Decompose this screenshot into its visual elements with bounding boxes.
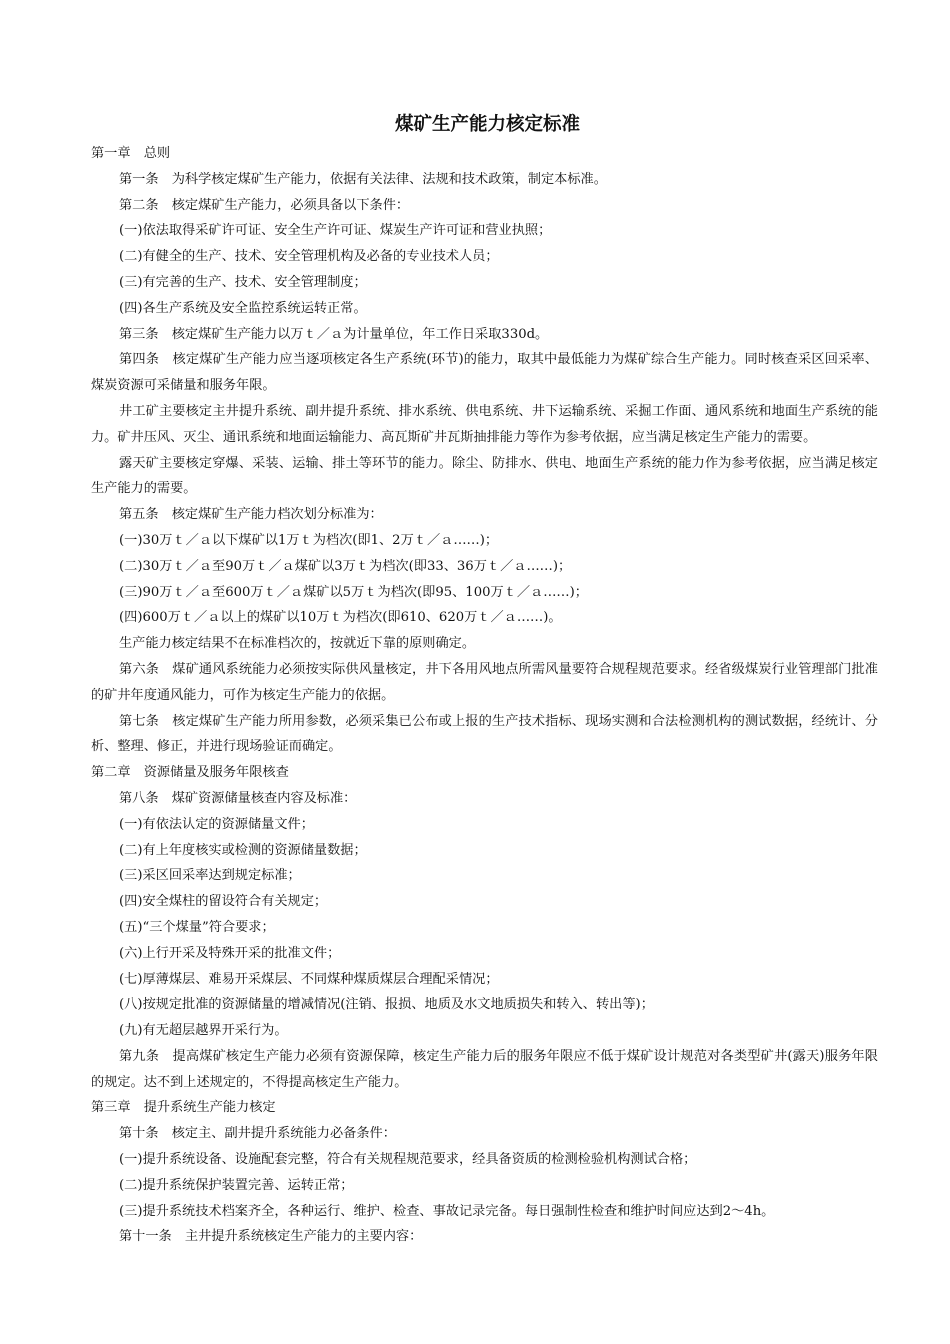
paragraph: (四)各生产系统及安全监控系统运转正常。 [119,300,367,316]
paragraph: (五)“三个煤量”符合要求； [119,919,275,935]
chapter-heading: 第二章 资源储量及服务年限核查 [91,765,289,781]
paragraph: 第五条 核定煤矿生产能力档次划分标准为： [119,507,383,523]
paragraph: (一)依法取得采矿许可证、安全生产许可证、煤炭生产许可证和营业执照； [119,223,552,239]
document-title: 煤矿生产能力核定标准 [394,114,580,135]
paragraph: 第十条 核定主、副井提升系统能力必备条件： [119,1126,396,1142]
paragraph: (七)厚薄煤层、难易开采煤层、不同煤种煤质煤层合理配采情况； [119,971,499,987]
paragraph: (四)安全煤柱的留设符合有关规定； [119,894,328,910]
paragraph: (二)30万ｔ／ａ至90万ｔ／ａ煤矿以3万ｔ为档次(即33、36万ｔ／ａ……)； [119,558,572,574]
paragraph: (二)有健全的生产、技术、安全管理机构及必备的专业技术人员； [119,249,499,265]
paragraph: (一)有依法认定的资源储量文件； [119,816,314,832]
document-body [91,141,878,1250]
paragraph: (三)90万ｔ／ａ至600万ｔ／ａ煤矿以5万ｔ为档次(即95、100万ｔ／ａ……)； [119,584,588,600]
paragraph: (一)提升系统设备、设施配套完整，符合有关规程规范要求，经具备资质的检测检验机构测试合格； [119,1152,697,1168]
paragraph: (二)提升系统保护装置完善、运转正常； [119,1177,354,1193]
paragraph: 露天矿主要核定穿爆、采装、运输、排土等环节的能力。除尘、防排水、供电、地面生产系统的能力作为参考依据，应当满足核定生产能力的需要。 [91,455,878,497]
paragraph: (九)有无超层越界开采行为。 [119,1023,288,1039]
paragraph: 第六条 煤矿通风系统能力必须按实际供风量核定，井下各用风地点所需风量要符合规程规范要求。经省级煤炭行业管理部门批准的矿井年度通风能力，可作为核定生产能力的依据。 [91,661,878,703]
paragraph: (八)按规定批准的资源储量的增减情况(注销、报损、地质及水文地质损失和转入、转出等)； [119,997,654,1013]
paragraph: (二)有上年度核实或检测的资源储量数据； [119,842,367,858]
paragraph: (三)有完善的生产、技术、安全管理制度； [119,274,367,290]
paragraph: 第七条 核定煤矿生产能力所用参数，必须采集已公布或上报的生产技术指标、现场实测和合法检测机构的测试数据，经统计、分析、整理、修正，并进行现场验证而确定。 [91,713,878,755]
paragraph: 第四条 核定煤矿生产能力应当逐项核定各生产系统(环节)的能力，取其中最低能力为煤矿综合生产能力。同时核查采区回采率、煤炭资源可采储量和服务年限。 [91,352,878,394]
paragraph: 第九条 提高煤矿核定生产能力必须有资源保障，核定生产能力后的服务年限应不低于煤矿设计规范对各类型矿井(露天)服务年限的规定。达不到上述规定的，不得提高核定生产能力。 [91,1048,878,1090]
paragraph: (四)600万ｔ／ａ以上的煤矿以10万ｔ为档次(即610、620万ｔ／ａ……)。 [119,610,562,626]
paragraph: 第三条 核定煤矿生产能力以万ｔ／ａ为计量单位，年工作日采取330d。 [119,326,549,342]
paragraph: 生产能力核定结果不在标准档次的，按就近下靠的原则确定。 [119,636,476,652]
paragraph: (三)采区回采率达到规定标准； [119,868,301,884]
chapter-heading: 第一章 总则 [91,146,171,161]
paragraph: 井工矿主要核定主井提升系统、副井提升系统、排水系统、供电系统、井下运输系统、采掘工作面、通风系统和地面生产系统的能力。矿井压风、灭尘、通讯系统和地面运输能力、高瓦斯矿井瓦斯抽排能力等作为参考依据，应当满足核定生产能力的需要。 [91,403,878,445]
paragraph: 第十一条 主井提升系统核定生产能力的主要内容： [119,1229,423,1245]
paragraph: 第八条 煤矿资源储量核查内容及标准： [119,790,357,806]
chapter-heading: 第三章 提升系统生产能力核定 [91,1100,276,1116]
paragraph: 第二条 核定煤矿生产能力，必须具备以下条件： [119,197,410,213]
paragraph: (一)30万ｔ／ａ以下煤矿以1万ｔ为档次(即1、2万ｔ／ａ……)； [119,532,499,548]
paragraph: (三)提升系统技术档案齐全，各种运行、维护、检查、事故记录完备。每日强制性检查和维护时间应达到2～4h。 [119,1203,775,1219]
paragraph: (六)上行开采及特殊开采的批准文件； [119,945,341,961]
paragraph: 第一条 为科学核定煤矿生产能力，依据有关法律、法规和技术政策，制定本标准。 [119,171,607,187]
